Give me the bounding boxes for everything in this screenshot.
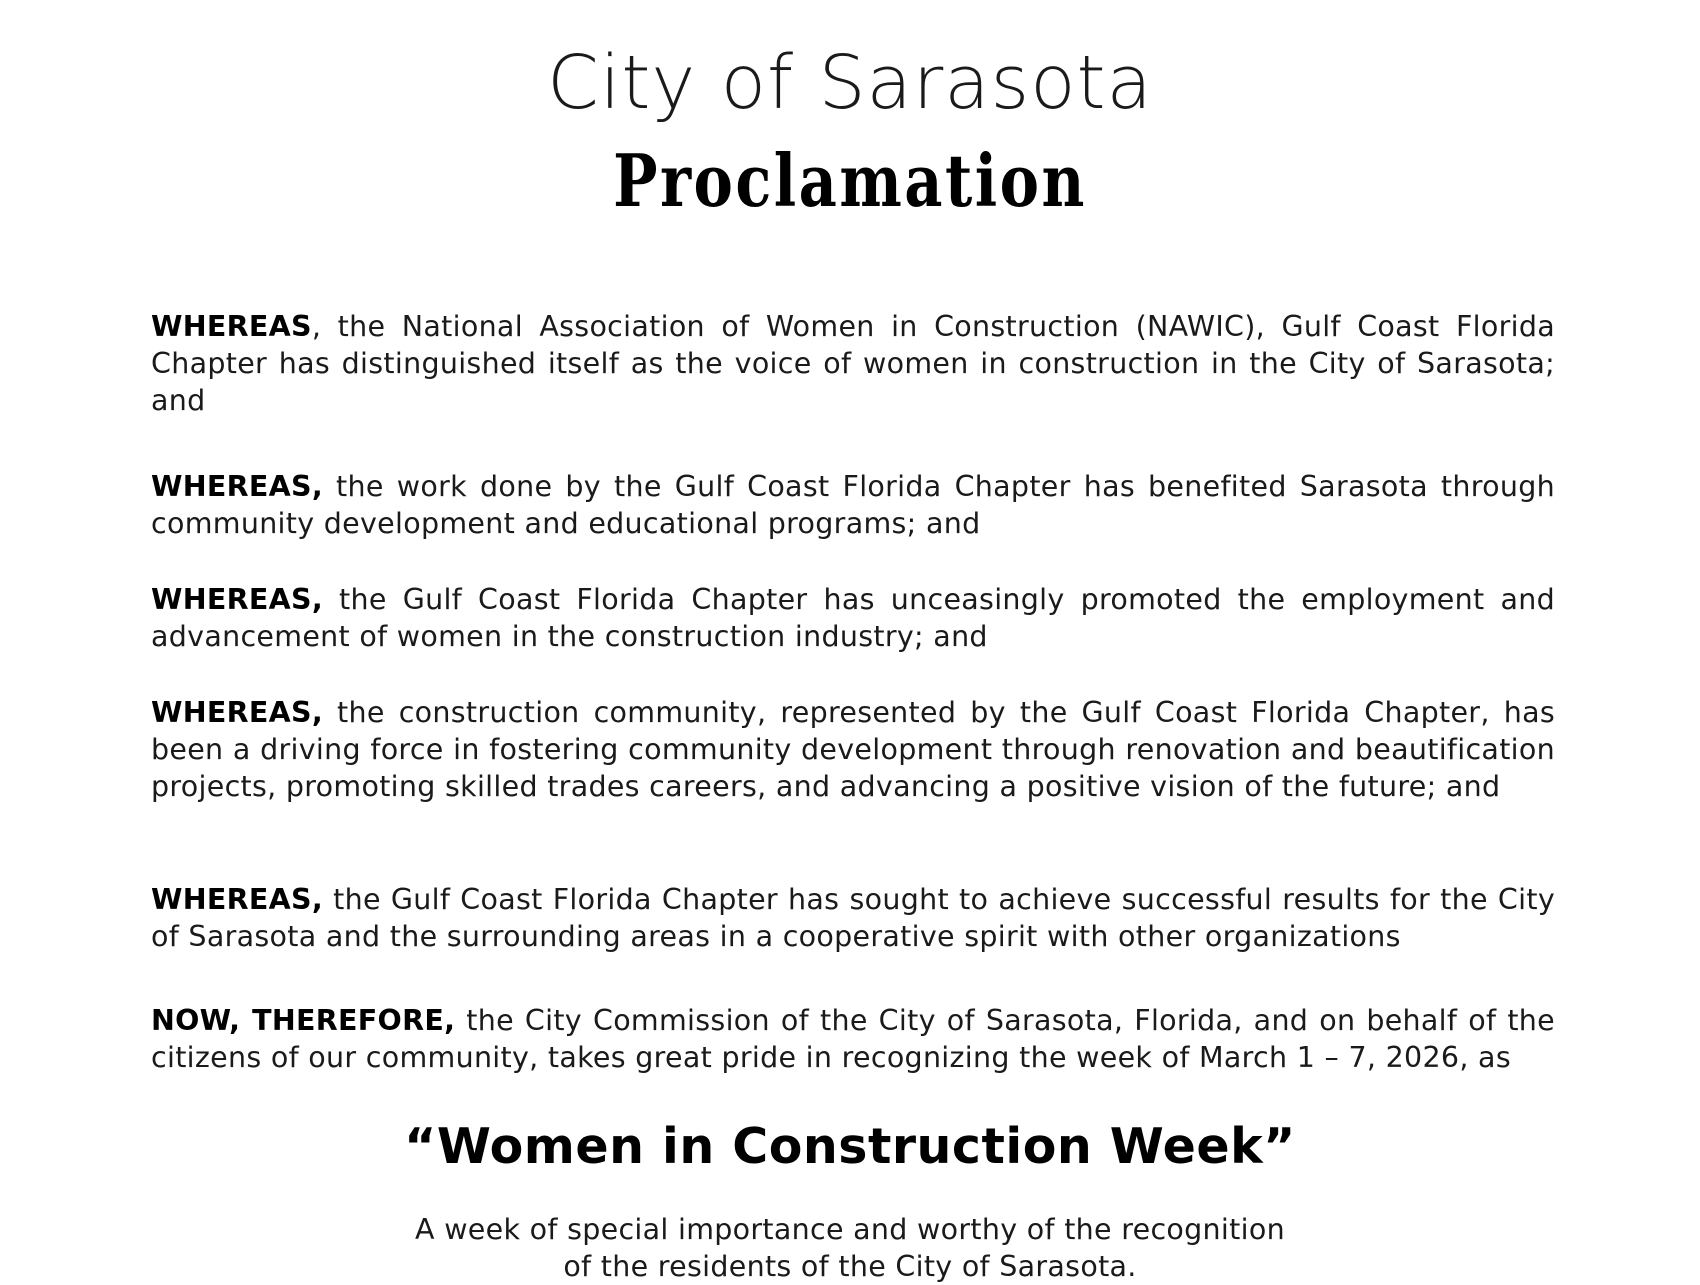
whereas-paragraph-1 <box>151 308 1555 419</box>
paragraph-lead: WHEREAS, <box>151 696 323 729</box>
city-title: City of Sarasota <box>547 40 1153 126</box>
document-type-heading: Proclamation <box>613 138 1087 223</box>
paragraph-text: the Gulf Coast Florida Chapter has sought to achieve successful results for the City of Sarasota and the surrounding areas in a cooperative spirit with other organizations <box>151 883 1555 953</box>
now-therefore-paragraph <box>151 1002 1555 1076</box>
paragraph-text: the construction community, represented by the Gulf Coast Florida Chapter, has been a driving force in fostering community development through renovation and beautification projects, promoting skilled trades careers, and advancing a positive vision of the future; and <box>151 696 1555 803</box>
closing-line-2: of the residents of the City of Sarasota. <box>563 1250 1137 1283</box>
closing-statement <box>0 1211 1700 1285</box>
paragraph-text: , the National Association of Women in Construction (NAWIC), Gulf Coast Florida Chapter has distinguished itself as the voice of women in construction in the City of Sarasota; and <box>151 310 1555 417</box>
whereas-paragraph-4 <box>151 694 1555 805</box>
whereas-paragraph-3 <box>151 581 1555 655</box>
paragraph-lead: WHEREAS, <box>151 883 323 916</box>
paragraph-lead: NOW, THEREFORE, <box>151 1004 456 1037</box>
paragraph-text: the Gulf Coast Florida Chapter has unceasingly promoted the employment and advancement of women in the construction industry; and <box>151 583 1555 653</box>
whereas-paragraph-2 <box>151 468 1555 542</box>
recognition-title: “Women in Construction Week” <box>404 1118 1296 1175</box>
paragraph-lead: WHEREAS <box>151 310 312 343</box>
paragraph-lead: WHEREAS, <box>151 583 323 616</box>
whereas-paragraph-5 <box>151 881 1555 955</box>
paragraph-text: the work done by the Gulf Coast Florida Chapter has benefited Sarasota through community development and educational programs; and <box>151 470 1555 540</box>
paragraph-text: the City Commission of the City of Sarasota, Florida, and on behalf of the citizens of our community, takes great pride in recognizing the week of March 1 – 7, 2026, as <box>151 1004 1556 1074</box>
closing-line-1: A week of special importance and worthy of the recognition <box>415 1213 1285 1246</box>
paragraph-lead: WHEREAS, <box>151 470 323 503</box>
